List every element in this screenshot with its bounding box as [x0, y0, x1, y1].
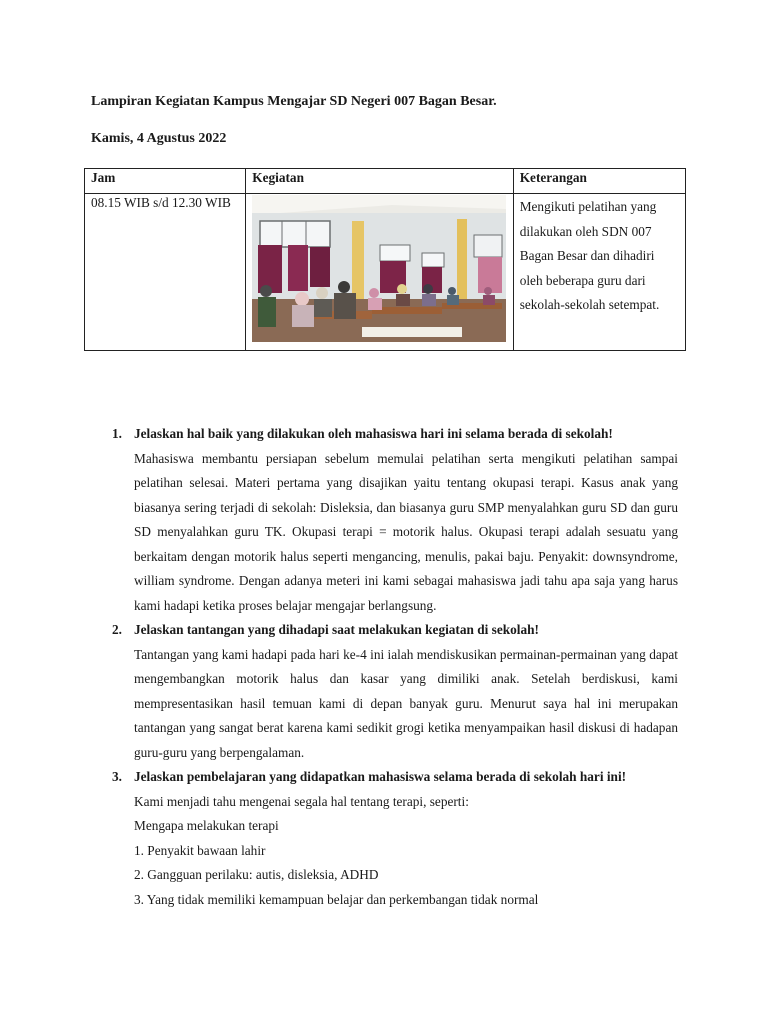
activity-table [84, 168, 686, 351]
question-number: 1. [112, 426, 122, 441]
cell-keterangan: Mengikuti pelatihan yang dilakukan oleh SDN 007 Bagan Besar dan dihadiri oleh beberapa guru dari sekolah-sekolah setempat. [513, 194, 685, 351]
answer-text: Mahasiswa membantu persiapan sebelum memulai pelatihan serta mengikuti pelatihan sampai pelatihan selesai. Materi pertama yang disajikan yaitu tentang okupasi terapi. Kasus anak yang biasanya sering terjadi di sekolah: Disleksia, dan biasanya guru SMP menyalahkan guru SD dan guru SD menyalahkan guru TK. Okupasi terapi = motorik halus. Okupasi terapi adalah sesuatu yang berkaitam dengan motorik halus seperti mengancing, menulis, pakai baju. Penyakit: downsyndrome, william syndrome. Dengan adanya meteri ini kami sebagai mahasiswa jadi tahu apa saja yang harus kami hadapi ketika proses belajar mengajar berlangsung. [134, 450, 678, 613]
header-jam: Jam [85, 169, 246, 194]
table-header-row [85, 169, 686, 194]
answer-line: 1. Penyakit bawaan lahir [134, 842, 266, 858]
answer-line: Kami menjadi tahu mengenai segala hal tentang terapi, seperti: [134, 793, 469, 809]
question-number: 3. [112, 769, 122, 784]
answer-line: 2. Gangguan perilaku: autis, disleksia, ADHD [134, 867, 379, 882]
question-list [102, 422, 678, 912]
answer-text [134, 790, 678, 913]
answer-line: 3. Yang tidak memiliki kemampuan belajar dan perkembangan tidak normal [134, 891, 539, 907]
answer-line: Mengapa melakukan terapi [134, 818, 279, 833]
answer-text: Tantangan yang kami hadapi pada hari ke-4 ini ialah mendiskusikan permainan-permainan yang dapat mengembangkan motorik halus dan kasar yang dimiliki anak. Setelah berdiskusi, kami mempresentasikan hasil temuan kami di depan banyak guru. Menurut saya hal ini merupakan tantangan yang sangat berat karena kami sedikit grogi ketika menyampaikan hasil diskusi di hadapan guru-guru yang berpengalaman. [134, 646, 678, 760]
question-item-1 [102, 422, 678, 618]
question-text: Jelaskan hal baik yang dilakukan oleh mahasiswa hari ini selama berada di sekolah! [134, 426, 613, 441]
question-item-3 [102, 765, 678, 912]
document-date: Kamis, 4 Agustus 2022 [91, 131, 227, 146]
activity-photo [252, 195, 506, 342]
question-text: Jelaskan tantangan yang dihadapi saat melakukan kegiatan di sekolah! [134, 622, 539, 637]
cell-kegiatan [246, 194, 513, 351]
header-kegiatan: Kegiatan [246, 169, 513, 194]
question-item-2 [102, 618, 678, 765]
cell-jam: 08.15 WIB s/d 12.30 WIB [85, 194, 246, 351]
table-row [85, 194, 686, 351]
document-title: Lampiran Kegiatan Kampus Mengajar SD Negeri 007 Bagan Besar. [91, 94, 497, 109]
question-text: Jelaskan pembelajaran yang didapatkan mahasiswa selama berada di sekolah hari ini! [134, 769, 627, 784]
header-keterangan: Keterangan [513, 169, 685, 194]
question-number: 2. [112, 622, 122, 637]
